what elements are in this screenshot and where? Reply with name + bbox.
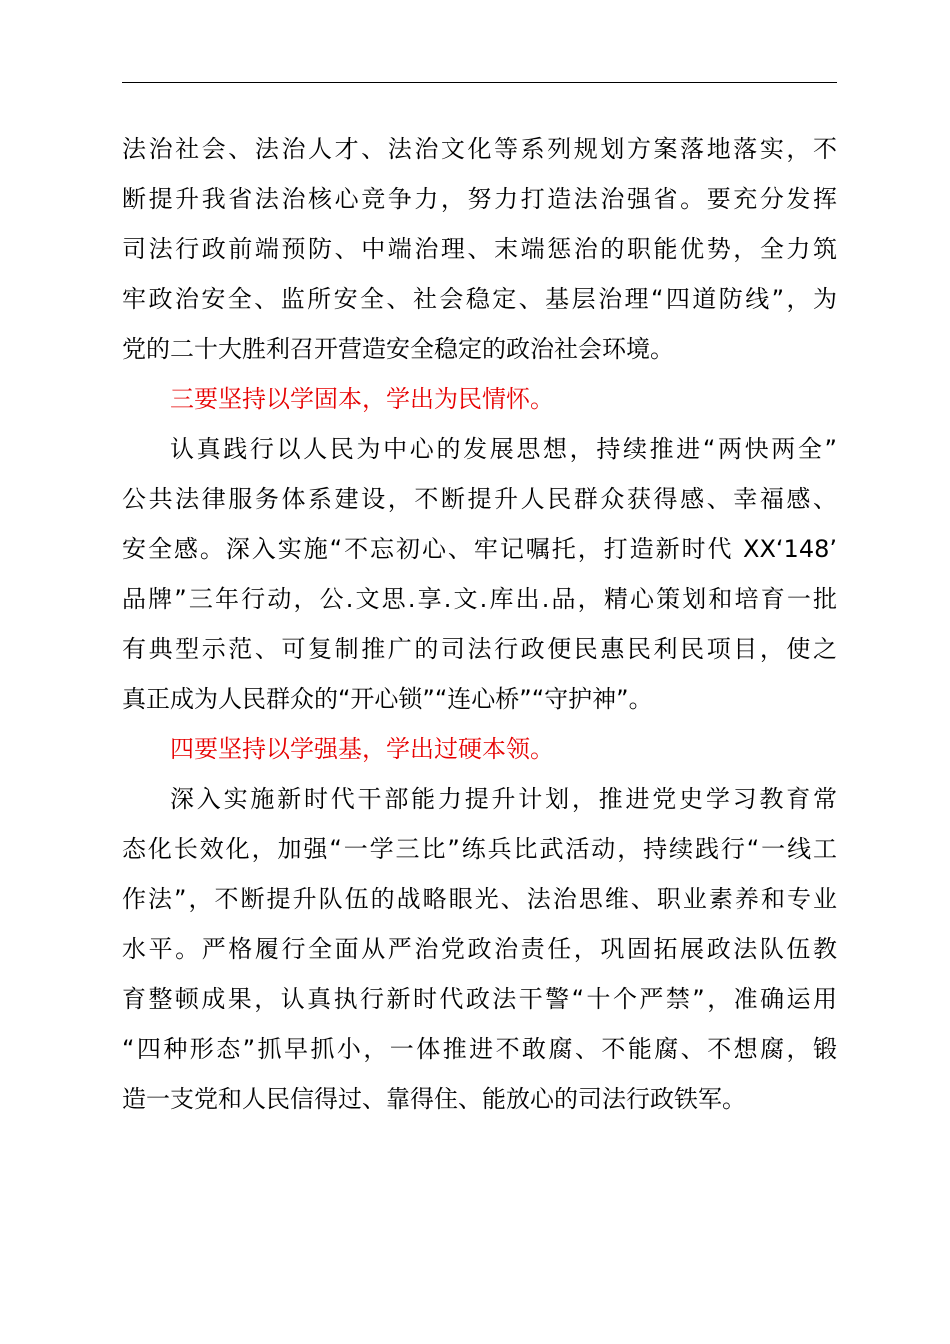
text-line: 断提升我省法治核心竞争力，努力打造法治强省。要充分发挥: [122, 185, 837, 213]
text-line: 深入实施新时代干部能力提升计划，推进党史学习教育常: [170, 785, 837, 813]
text-line: 认真践行以人民为中心的发展思想，持续推进“两快两全”: [170, 435, 837, 463]
text-line: 品牌”三年行动，公.文思.享.文.库出.品，精心策划和培育一批: [122, 585, 837, 613]
text-line: 牢政治安全、监所安全、社会稳定、基层治理“四道防线”，为: [122, 285, 837, 313]
section-heading-3: 三要坚持以学固本，学出为民情怀。: [170, 385, 554, 413]
text-line: 造一支党和人民信得过、靠得住、能放心的司法行政铁军。: [122, 1085, 746, 1113]
document-body: [122, 124, 837, 1124]
text-line: 真正成为人民群众的“开心锁”“连心桥”“守护神”。: [122, 685, 653, 713]
text-line: 态化长效化，加强“一学三比”练兵比武活动，持续践行“一线工: [122, 835, 837, 863]
text-line: 公共法律服务体系建设，不断提升人民群众获得感、幸福感、: [122, 485, 837, 513]
text-line: 有典型示范、可复制推广的司法行政便民惠民利民项目，使之: [122, 635, 837, 663]
paragraph-section-4: [122, 774, 837, 1124]
text-line: 安全感。深入实施“不忘初心、牢记嘱托，打造新时代 XX‘148’: [122, 535, 837, 563]
paragraph-section-3: [122, 424, 837, 724]
text-line: 水平。严格履行全面从严治党政治责任，巩固拓展政法队伍教: [122, 935, 837, 963]
text-line: “四种形态”抓早抓小，一体推进不敢腐、不能腐、不想腐，锻: [122, 1035, 837, 1063]
text-line: 作法”，不断提升队伍的战略眼光、法治思维、职业素养和专业: [122, 885, 837, 913]
text-line: 党的二十大胜利召开营造安全稳定的政治社会环境。: [122, 335, 674, 363]
text-line: 法治社会、法治人才、法治文化等系列规划方案落地落实，不: [122, 135, 837, 163]
paragraph-continuation: [122, 124, 837, 374]
text-line: 育整顿成果，认真执行新时代政法干警“十个严禁”，准确运用: [122, 985, 837, 1013]
section-heading-4: 四要坚持以学强基，学出过硬本领。: [170, 735, 554, 763]
text-line: 司法行政前端预防、中端治理、末端惩治的职能优势，全力筑: [122, 235, 837, 263]
header-rule: [122, 82, 837, 83]
